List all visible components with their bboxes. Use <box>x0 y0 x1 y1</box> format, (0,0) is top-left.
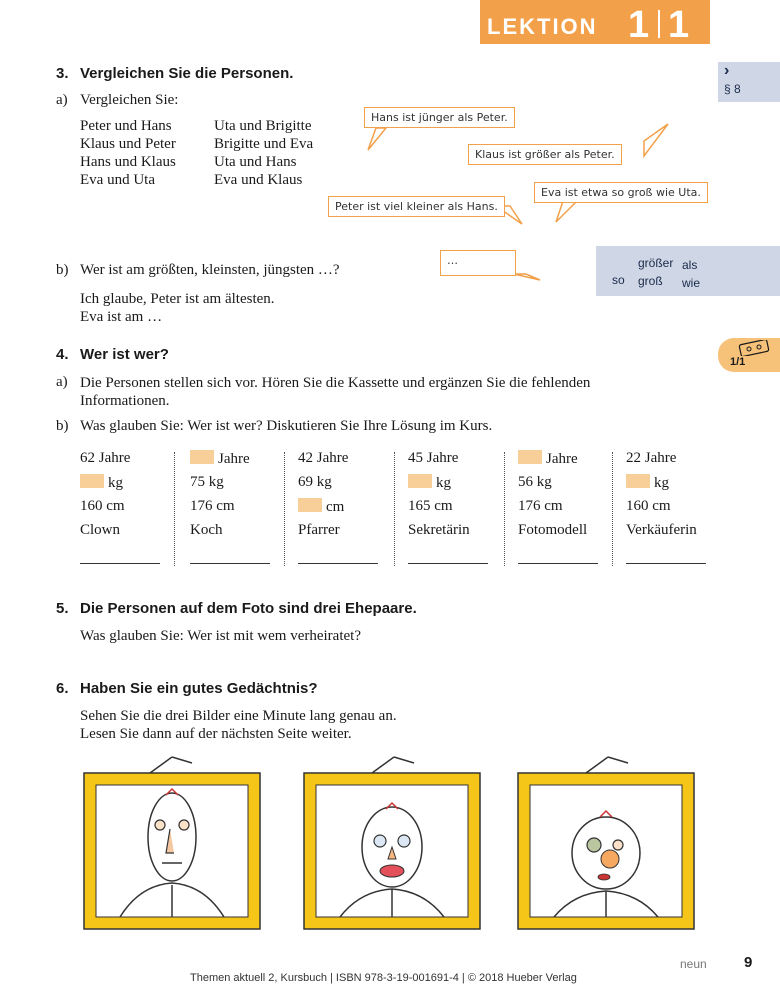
age-cell[interactable] <box>518 450 578 468</box>
instruction-line: Informationen. <box>80 393 170 409</box>
exercise-3a-text: Vergleichen Sie: <box>80 92 179 108</box>
answer-line[interactable] <box>80 563 160 564</box>
speech-bubble: Klaus ist größer als Peter. <box>468 144 622 165</box>
exercise-4a-label: a) <box>56 374 68 390</box>
pair-item: Klaus und Peter <box>80 136 176 152</box>
height-cell: 176 cm <box>190 498 235 514</box>
weight-cell[interactable] <box>408 474 451 492</box>
lektion-number-left: 1 <box>628 4 650 46</box>
pair-item: Eva und Klaus <box>214 172 303 188</box>
portrait-frame-1 <box>80 755 264 933</box>
portrait-frame-3 <box>514 755 698 933</box>
example-line: Ich glaube, Peter ist am ältesten. <box>80 291 275 307</box>
lektion-label: LEKTION <box>487 14 598 39</box>
pair-item: Uta und Hans <box>214 154 297 170</box>
portrait-frame-2 <box>300 755 484 933</box>
weight-cell: 56 kg <box>518 474 552 490</box>
height-cell: 160 cm <box>626 498 671 514</box>
cassette-icon <box>738 340 772 356</box>
speech-bubble: Hans ist jünger als Peter. <box>364 107 515 128</box>
exercise-3b-example <box>80 290 275 326</box>
exercise-4-number: 4. <box>56 346 69 363</box>
blank-field[interactable] <box>518 450 542 464</box>
answer-line[interactable] <box>518 563 598 564</box>
grammar-word: als <box>682 258 698 272</box>
pair-item: Eva und Uta <box>80 172 155 188</box>
instruction-line: Die Personen stellen sich vor. Hören Sie die Kassette und ergänzen Sie die fehlenden <box>80 375 591 391</box>
blank-field[interactable] <box>190 450 214 464</box>
job-cell: Clown <box>80 522 121 538</box>
exercise-5-number: 5. <box>56 600 69 617</box>
cassette-label: 1/1 <box>730 356 746 368</box>
column-divider <box>504 452 505 566</box>
exercise-5-title: Die Personen auf dem Foto sind drei Ehepaare. <box>80 600 417 617</box>
weight-cell[interactable] <box>626 474 669 492</box>
age-cell[interactable] <box>190 450 250 468</box>
grammar-word: groß <box>638 274 663 288</box>
answer-line[interactable] <box>626 563 706 564</box>
answer-line[interactable] <box>298 563 378 564</box>
grammar-word: so <box>612 273 625 287</box>
grammar-word: wie <box>682 276 701 290</box>
grammar-word: größer <box>638 256 674 270</box>
exercise-4-title: Wer ist wer? <box>80 346 169 363</box>
exercise-5-text: Was glauben Sie: Wer ist mit wem verheiratet? <box>80 628 361 644</box>
unit-label: Jahre <box>546 451 578 467</box>
blank-field[interactable] <box>626 474 650 488</box>
blank-field[interactable] <box>408 474 432 488</box>
exercise-6-title: Haben Sie ein gutes Gedächtnis? <box>80 680 318 697</box>
exercise-3-title: Vergleichen Sie die Personen. <box>80 65 294 82</box>
blank-field[interactable] <box>80 474 104 488</box>
pair-item: Brigitte und Eva <box>214 136 314 152</box>
job-cell: Koch <box>190 522 223 538</box>
exercise-3-number: 3. <box>56 65 69 82</box>
chevron-right-icon: › <box>724 62 730 79</box>
unit-label: kg <box>108 475 123 491</box>
speech-bubble: … <box>440 250 516 276</box>
unit-label: kg <box>654 475 669 491</box>
exercise-3a-label: a) <box>56 92 68 108</box>
job-cell: Fotomodell <box>518 522 588 538</box>
age-cell: 22 Jahre <box>626 450 677 466</box>
height-cell: 176 cm <box>518 498 563 514</box>
page-number: 9 <box>744 954 753 971</box>
exercise-6-number: 6. <box>56 680 69 697</box>
instruction-line: Sehen Sie die drei Bilder eine Minute lang genau an. <box>80 708 397 724</box>
exercise-6-text <box>80 707 397 743</box>
footer-citation: Themen aktuell 2, Kursbuch | ISBN 978-3-19-001691-4 | © 2018 Hueber Verlag <box>190 972 577 984</box>
height-cell: 160 cm <box>80 498 125 514</box>
bubble-tails <box>0 0 780 300</box>
instruction-line: Lesen Sie dann auf der nächsten Seite weiter. <box>80 726 352 742</box>
column-divider <box>284 452 285 566</box>
example-line: Eva ist am … <box>80 309 163 325</box>
age-cell: 45 Jahre <box>408 450 459 466</box>
age-cell: 42 Jahre <box>298 450 349 466</box>
job-cell: Pfarrer <box>298 522 340 538</box>
unit-label: cm <box>326 499 345 515</box>
height-cell: 165 cm <box>408 498 453 514</box>
job-cell: Verkäuferin <box>626 522 697 538</box>
exercise-4a-text <box>80 374 590 410</box>
weight-cell: 69 kg <box>298 474 332 490</box>
column-divider <box>612 452 613 566</box>
exercise-3b-label: b) <box>56 262 69 278</box>
speech-bubble: Eva ist etwa so groß wie Uta. <box>534 182 708 203</box>
weight-cell: 75 kg <box>190 474 224 490</box>
pair-item: Uta und Brigitte <box>214 118 312 134</box>
exercise-3b-text: Wer ist am größten, kleinsten, jüngsten …? <box>80 262 340 278</box>
unit-label: kg <box>436 475 451 491</box>
unit-label: Jahre <box>218 451 250 467</box>
answer-line[interactable] <box>408 563 488 564</box>
paragraph-reference: § 8 <box>724 82 741 96</box>
answer-line[interactable] <box>190 563 270 564</box>
lektion-number-right: 1 <box>668 4 690 46</box>
exercise-4b-label: b) <box>56 418 69 434</box>
job-cell: Sekretärin <box>408 522 470 538</box>
exercise-4b-text: Was glauben Sie: Wer ist wer? Diskutieren Sie Ihre Lösung im Kurs. <box>80 418 493 434</box>
column-divider <box>394 452 395 566</box>
age-cell: 62 Jahre <box>80 450 131 466</box>
pair-item: Peter und Hans <box>80 118 172 134</box>
cassette-badge[interactable] <box>718 338 780 372</box>
blank-field[interactable] <box>298 498 322 512</box>
pair-item: Hans und Klaus <box>80 154 176 170</box>
column-divider <box>174 452 175 566</box>
speech-bubble: Peter ist viel kleiner als Hans. <box>328 196 505 217</box>
weight-cell[interactable] <box>80 474 123 492</box>
page-word: neun <box>680 957 707 971</box>
height-cell[interactable] <box>298 498 344 516</box>
